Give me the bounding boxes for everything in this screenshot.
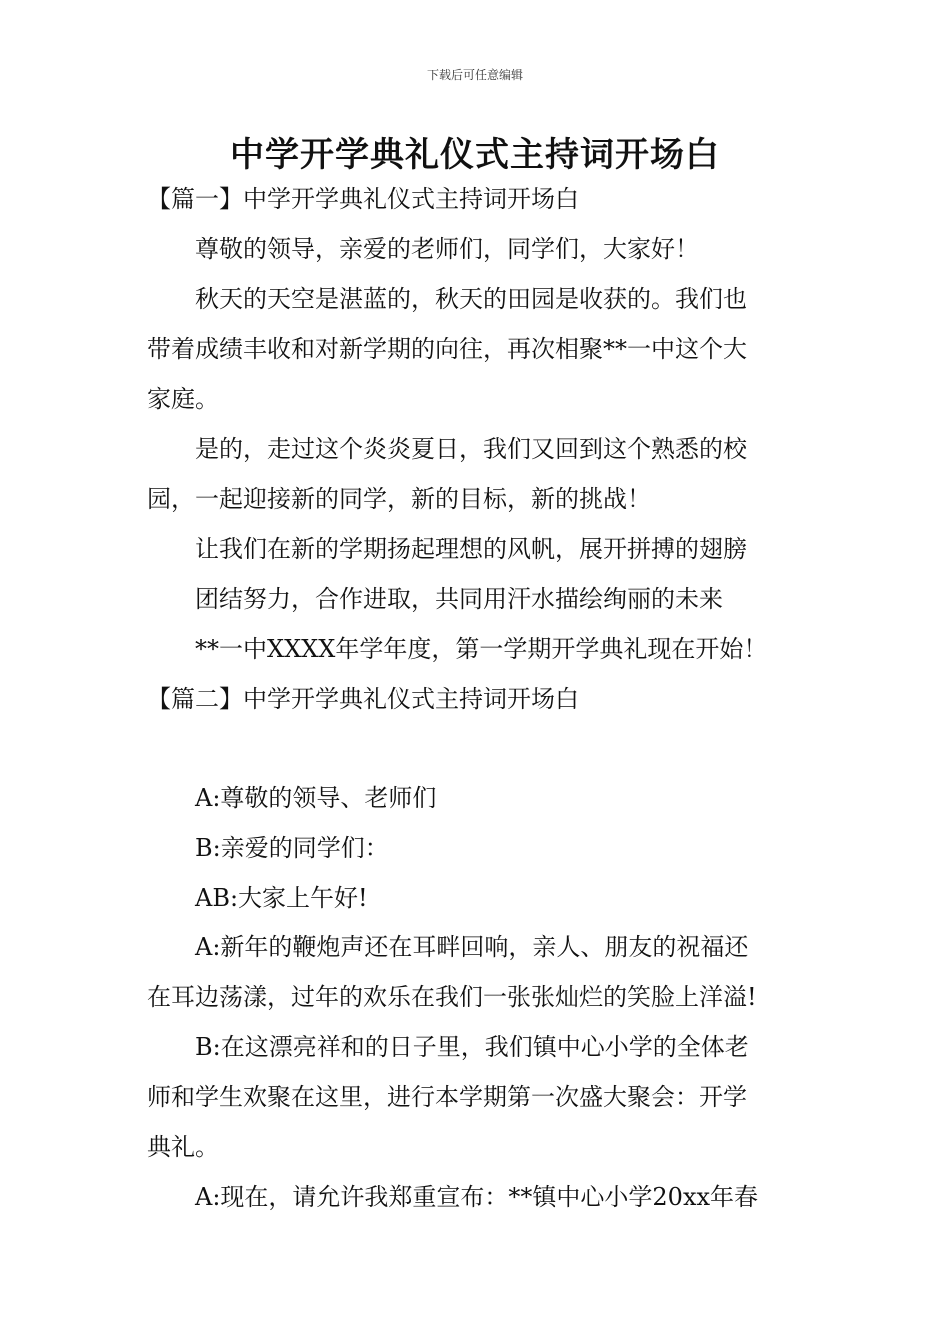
page-header: 下载后可任意编辑 bbox=[426, 68, 523, 82]
paragraph-line: A:现在，请允许我郑重宣布：**镇中心小学20xx年春 bbox=[195, 1183, 759, 1211]
section-heading-1: 【篇一】中学开学典礼仪式主持词开场白 bbox=[147, 185, 579, 213]
paragraph-line: 带着成绩丰收和对新学期的向往，再次相聚**一中这个大 bbox=[147, 335, 747, 363]
paragraph-line: 秋天的天空是湛蓝的，秋天的田园是收获的。我们也 bbox=[195, 285, 747, 313]
paragraph-line: A:新年的鞭炮声还在耳畔回响，亲人、朋友的祝福还 bbox=[195, 933, 749, 961]
paragraph-line: 师和学生欢聚在这里，进行本学期第一次盛大聚会：开学 bbox=[147, 1083, 747, 1111]
paragraph-line: **一中XXXX年学年度，第一学期开学典礼现在开始！ bbox=[195, 635, 768, 663]
paragraph-line: 园，一起迎接新的同学，新的目标，新的挑战！ bbox=[147, 485, 651, 513]
paragraph-line: 是的，走过这个炎炎夏日，我们又回到这个熟悉的校 bbox=[195, 435, 747, 463]
paragraph-line: 尊敬的领导，亲爱的老师们，同学们，大家好！ bbox=[195, 235, 699, 263]
paragraph-line: B:亲爱的同学们： bbox=[195, 834, 389, 862]
paragraph-line: 家庭。 bbox=[147, 385, 219, 413]
paragraph-line: 在耳边荡漾，过年的欢乐在我们一张张灿烂的笑脸上洋溢! bbox=[147, 983, 757, 1011]
paragraph-line: A:尊敬的领导、老师们 bbox=[195, 784, 437, 812]
document-title: 中学开学典礼仪式主持词开场白 bbox=[230, 135, 720, 175]
paragraph-line: 让我们在新的学期扬起理想的风帆，展开拼搏的翅膀 bbox=[195, 535, 747, 563]
paragraph-line: 团结努力，合作进取，共同用汗水描绘绚丽的未来 bbox=[195, 585, 723, 613]
paragraph-line: AB:大家上午好! bbox=[195, 884, 368, 912]
paragraph-line: B:在这漂亮祥和的日子里，我们镇中心小学的全体老 bbox=[195, 1033, 749, 1061]
paragraph-line: 典礼。 bbox=[147, 1133, 219, 1161]
section-heading-2: 【篇二】中学开学典礼仪式主持词开场白 bbox=[147, 685, 579, 713]
